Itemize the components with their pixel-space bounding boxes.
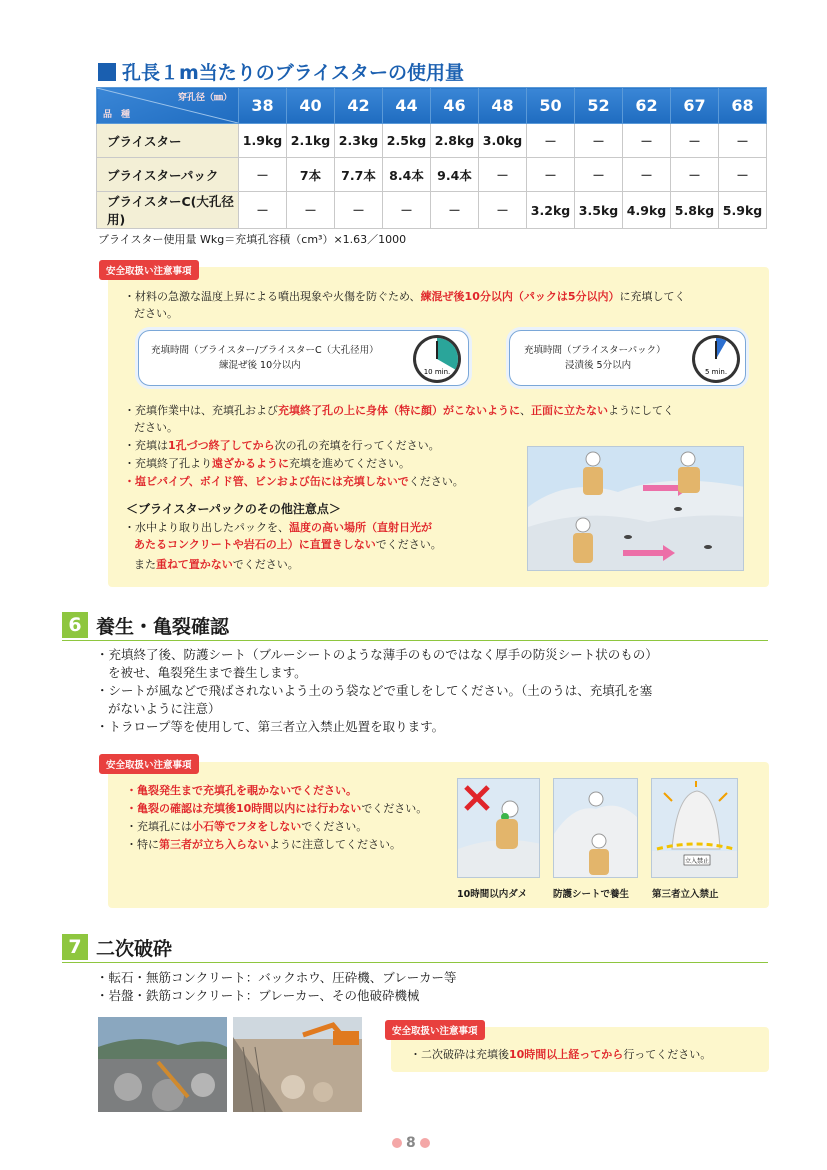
usage-value-cell: 7.7本 <box>335 158 383 192</box>
section7-safety-note: ・二次破砕は充填後10時間以上経ってから行ってください。 <box>410 1048 712 1061</box>
usage-value-cell: － <box>575 158 623 192</box>
usage-value-cell: － <box>527 124 575 158</box>
safety1-point-7: また重ねて置かないでください。 <box>134 558 299 571</box>
safety-tag-1: 安全取扱い注意事項 <box>99 260 199 280</box>
usage-value-cell: 3.5kg <box>575 192 623 229</box>
usage-value-cell: 2.1kg <box>287 124 335 158</box>
usage-value-cell: － <box>527 158 575 192</box>
diameter-header: 44 <box>383 88 431 124</box>
usage-value-cell: － <box>623 124 671 158</box>
no-peeking-illustration <box>457 778 540 878</box>
usage-value-cell: 3.2kg <box>527 192 575 229</box>
page-dot-left <box>392 1138 402 1148</box>
usage-value-cell: － <box>479 192 527 229</box>
filling-work-illustration <box>527 446 744 571</box>
product-name-cell: ブライスターパック <box>97 158 239 192</box>
usage-title-text: 孔長１m当たりのブライスターの使用量 <box>122 62 465 84</box>
diameter-header: 40 <box>287 88 335 124</box>
diameter-header: 42 <box>335 88 383 124</box>
corner-top-label: 穿孔径（㎜） <box>177 93 232 103</box>
usage-value-cell: 2.5kg <box>383 124 431 158</box>
protective-sheet-illustration <box>553 778 638 878</box>
product-name-cell: ブライスターC(大孔径用) <box>97 192 239 229</box>
usage-value-cell: － <box>383 192 431 229</box>
safety-tag-3: 安全取扱い注意事項 <box>385 1020 485 1040</box>
section-7-body: ・転石・無筋コンクリート：バックホウ、圧砕機、ブレーカー等 ・岩盤・鉄筋コンクリート：ブレーカー、その他破砕機械 <box>96 970 457 1003</box>
section-6-title: 養生・亀裂確認 <box>96 616 230 638</box>
timer1-line1: 充填時間（ブライスター/ブライスターC（大孔径用） <box>151 345 379 356</box>
usage-table <box>96 87 767 229</box>
usage-value-cell: － <box>719 124 767 158</box>
section-6-body: ・充填終了後、防護シート（ブルーシートのような薄手のものではなく厚手の防災シート状のもの） を被せ、亀裂発生まで養生します。 ・シートが風などで飛ばされないよう土のう袋などで重しをしてください。（土のうは、充填孔を塞 がないように注意） ・トラロープ等を使用して、第三者立入禁止処置を取ります。 <box>96 647 658 734</box>
title-square-icon <box>98 63 116 81</box>
usage-value-cell: － <box>671 124 719 158</box>
usage-value-cell: － <box>479 158 527 192</box>
usage-value-cell: 2.8kg <box>431 124 479 158</box>
breaking-photo-2 <box>233 1017 362 1112</box>
safety1-point-5: ・塩ビパイプ、ボイド管、ビンおよび缶には充填しないでください。 <box>124 475 464 488</box>
svg-text:立入禁止: 立入禁止 <box>684 858 710 865</box>
diameter-header: 68 <box>719 88 767 124</box>
usage-formula: ブライスター使用量 Wkg＝充填孔容積（cm³）×1.63／1000 <box>98 233 407 246</box>
product-name-cell: ブライスター <box>97 124 239 158</box>
section6-safety-2: ・亀裂の確認は充填後10時間以内には行わないでください。 <box>126 802 428 815</box>
safety1-point-6: ・水中より取り出したパックを、温度の高い場所（直射日光が あたるコンクリートや岩石の上）に直置きしないでください。 <box>124 521 442 551</box>
usage-title <box>98 58 464 85</box>
usage-value-cell: 3.0kg <box>479 124 527 158</box>
usage-value-cell: 2.3kg <box>335 124 383 158</box>
usage-value-cell: － <box>623 158 671 192</box>
diameter-header: 50 <box>527 88 575 124</box>
usage-value-cell: 4.9kg <box>623 192 671 229</box>
section-7-underline <box>62 962 768 963</box>
table-row <box>97 124 767 158</box>
section6-safety-3: ・充填孔には小石等でフタをしないでください。 <box>126 820 368 833</box>
page-dot-right <box>420 1138 430 1148</box>
diameter-header: 62 <box>623 88 671 124</box>
usage-value-cell: － <box>671 158 719 192</box>
clock-5min-icon <box>690 333 742 385</box>
pack-notes-heading: ＜ブライスターパックのその他注意点＞ <box>126 502 341 516</box>
usage-value-cell: 8.4本 <box>383 158 431 192</box>
timer-box-pack <box>509 330 746 386</box>
safety1-point-4: ・充填終了孔より遠ざかるように充填を進めてください。 <box>124 457 410 470</box>
safety1-point-2: ・充填作業中は、充填孔および充填終了孔の上に身体（特に顔）がこないように、正面に立たないようにしてく ださい。 <box>124 404 674 434</box>
usage-value-cell: 5.8kg <box>671 192 719 229</box>
section6-safety-1: ・亀裂発生まで充填孔を覗かないでください。 <box>126 784 357 797</box>
usage-value-cell: － <box>239 158 287 192</box>
timer2-line2: 浸漬後 5分以内 <box>565 360 632 371</box>
usage-value-cell: 5.9kg <box>719 192 767 229</box>
section-7-title: 二次破砕 <box>96 938 173 960</box>
section6-safety-4: ・特に第三者が立ち入らないように注意してください。 <box>126 838 401 851</box>
usage-value-cell: － <box>431 192 479 229</box>
timer1-line2: 練混ぜ後 10分以内 <box>219 360 301 371</box>
section-6-underline <box>62 640 768 641</box>
usage-value-cell: 1.9kg <box>239 124 287 158</box>
section-6-number: 6 <box>62 612 88 638</box>
diameter-header: 48 <box>479 88 527 124</box>
usage-value-cell: － <box>575 124 623 158</box>
timer-box-brister <box>138 330 469 386</box>
page-number: 8 <box>392 1135 430 1151</box>
table-row <box>97 158 767 192</box>
caption-no-entry: 第三者立入禁止 <box>652 889 719 900</box>
safety-tag-2: 安全取扱い注意事項 <box>99 754 199 774</box>
svg-text:10 min.: 10 min. <box>423 368 451 376</box>
usage-value-cell: － <box>719 158 767 192</box>
diameter-header: 38 <box>239 88 287 124</box>
caption-no-peeking: 10時間以内ダメ <box>457 889 528 900</box>
safety1-point-1: ・材料の急激な温度上昇による噴出現象や火傷を防ぐため、練混ぜ後10分以内（パックは5分以内）に充填してく ださい。 <box>124 290 686 320</box>
corner-bottom-label: 品 種 <box>103 110 131 120</box>
diameter-header: 67 <box>671 88 719 124</box>
section-7-number: 7 <box>62 934 88 960</box>
timer2-line1: 充填時間（ブライスターパック） <box>524 345 666 356</box>
no-entry-illustration <box>651 778 738 878</box>
clock-10min-icon <box>411 333 463 385</box>
usage-value-cell: － <box>335 192 383 229</box>
usage-value-cell: － <box>287 192 335 229</box>
table-corner <box>97 88 239 124</box>
usage-value-cell: － <box>239 192 287 229</box>
table-row <box>97 192 767 229</box>
diameter-header: 52 <box>575 88 623 124</box>
breaking-photo-1 <box>98 1017 227 1112</box>
svg-text:5 min.: 5 min. <box>704 368 728 376</box>
diameter-header: 46 <box>431 88 479 124</box>
usage-value-cell: 9.4本 <box>431 158 479 192</box>
caption-protective-sheet: 防護シートで養生 <box>553 889 630 900</box>
usage-value-cell: 7本 <box>287 158 335 192</box>
safety1-point-3: ・充填は1孔づつ終了してから次の孔の充填を行ってください。 <box>124 439 440 452</box>
